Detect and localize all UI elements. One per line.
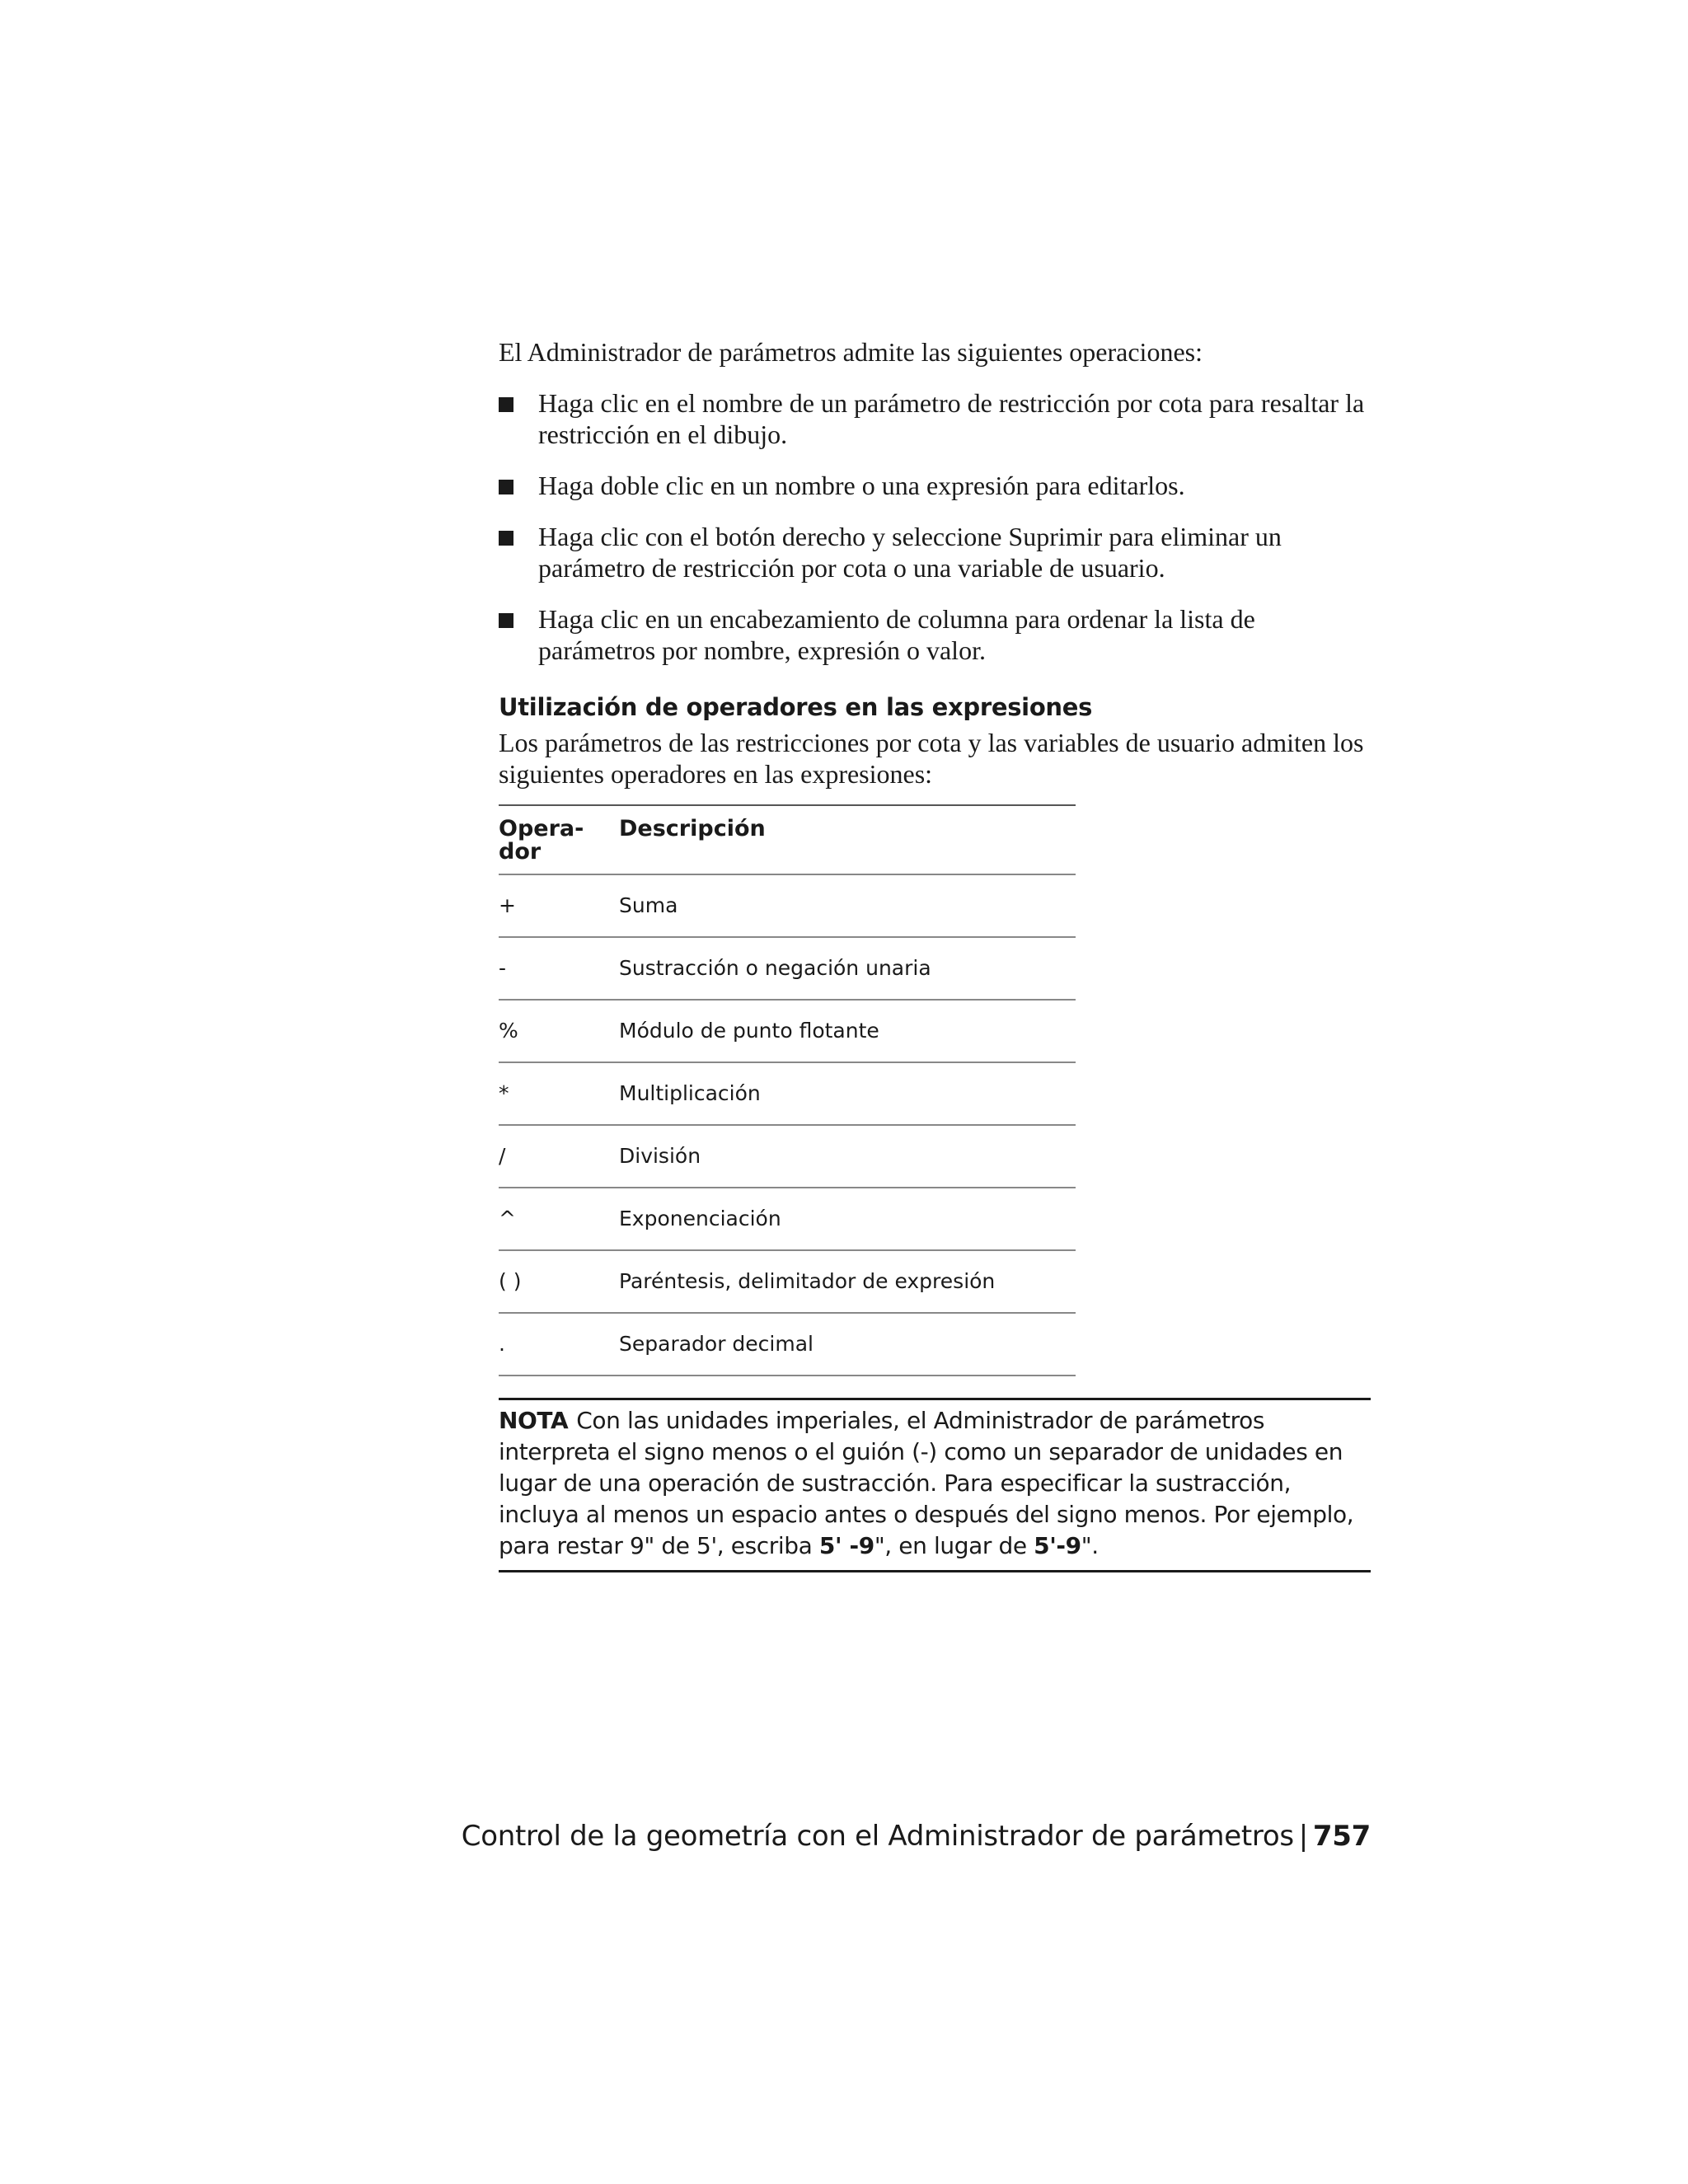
note-box [499, 1398, 1371, 1572]
list-item [499, 470, 1371, 501]
square-bullet-icon [499, 480, 513, 494]
operator-cell: / [499, 1125, 619, 1188]
page-footer [462, 1820, 1371, 1853]
table-row [499, 1313, 1076, 1376]
list-item-text: Haga clic en un encabezamiento de columna para ordenar la lista de parámetros por nombre, expresión o valor. [538, 604, 1255, 665]
intro-paragraph: El Administrador de parámetros admite las siguientes operaciones: [499, 337, 1203, 367]
table-row [499, 1250, 1076, 1313]
note-text: ". [1081, 1532, 1099, 1559]
operator-cell: . [499, 1313, 619, 1376]
square-bullet-icon [499, 531, 513, 546]
description-cell: Paréntesis, delimitador de expresión [619, 1250, 1076, 1313]
description-cell: Multiplicación [619, 1062, 1076, 1125]
list-item-text: Haga clic con el botón derecho y seleccione Suprimir para eliminar un parámetro de restricción por cota o una variable de usuario. [538, 522, 1282, 583]
note-example-correct: 5' -9 [818, 1532, 874, 1559]
description-cell: Sustracción o negación unaria [619, 937, 1076, 1000]
operations-list [499, 387, 1371, 666]
table-row [499, 1188, 1076, 1250]
description-cell: División [619, 1125, 1076, 1188]
note-example-incorrect: 5'-9 [1034, 1532, 1081, 1559]
square-bullet-icon [499, 397, 513, 412]
section-intro: Los parámetros de las restricciones por cota y las variables de usuario admiten los siguientes operadores en las expresiones: [499, 728, 1364, 789]
operator-cell: + [499, 874, 619, 937]
section-heading: Utilización de operadores en las expresiones [499, 693, 1093, 721]
column-header-description: Descripción [619, 805, 1076, 874]
operators-table [499, 804, 1076, 1376]
note-text: Con las unidades imperiales, el Administrador de parámetros interpreta el signo menos o el guión (-) como un separador de unidades en lugar de una operación de sustracción. Para especificar la sustracción, incluya al menos un espacio antes o después del signo menos. Por ejemplo, para restar 9" de 5', escriba [499, 1407, 1354, 1559]
footer-title: Control de la geometría con el Administrador de parámetros [461, 1820, 1294, 1853]
list-item-text: Haga clic en el nombre de un parámetro de restricción por cota para resaltar la restricción en el dibujo. [538, 388, 1365, 449]
description-cell: Módulo de punto flotante [619, 1000, 1076, 1062]
operator-cell: - [499, 937, 619, 1000]
footer-separator: | [1298, 1820, 1308, 1853]
description-cell: Separador decimal [619, 1313, 1076, 1376]
operator-cell: ( ) [499, 1250, 619, 1313]
description-cell: Exponenciación [619, 1188, 1076, 1250]
table-header-row [499, 805, 1076, 874]
operator-cell: % [499, 1000, 619, 1062]
square-bullet-icon [499, 613, 513, 628]
table-row [499, 874, 1076, 937]
page-number: 757 [1312, 1820, 1371, 1853]
column-header-operator-line2: dor [499, 839, 542, 865]
column-header-operator [499, 805, 619, 874]
note-label: NOTA [499, 1407, 569, 1434]
description-cell: Suma [619, 874, 1076, 937]
operator-cell: * [499, 1062, 619, 1125]
table-row [499, 1062, 1076, 1125]
list-item [499, 521, 1371, 583]
table-row [499, 1125, 1076, 1188]
list-item-text: Haga doble clic en un nombre o una expresión para editarlos. [538, 471, 1185, 500]
page-content [499, 336, 1371, 1572]
operator-cell: ^ [499, 1188, 619, 1250]
list-item [499, 387, 1371, 450]
column-header-operator-line1: Opera- [499, 816, 584, 841]
list-item [499, 603, 1371, 666]
table-row [499, 937, 1076, 1000]
table-row [499, 1000, 1076, 1062]
note-text: ", en lugar de [874, 1532, 1034, 1559]
